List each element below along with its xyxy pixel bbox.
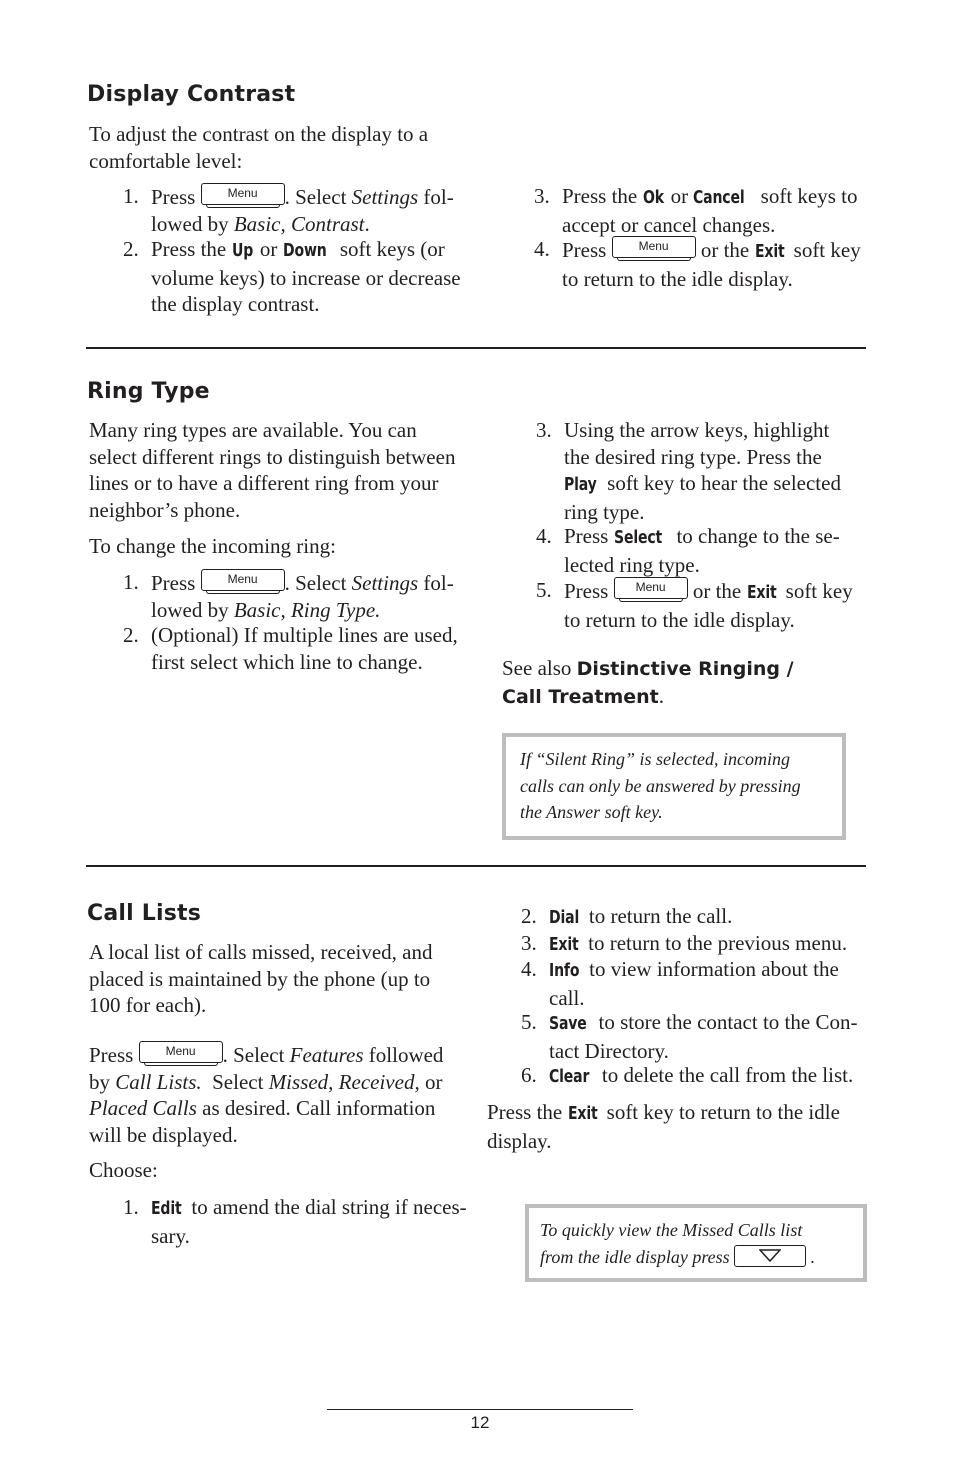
list-number: 6. [521, 1063, 537, 1087]
list-number: 1. [123, 184, 139, 208]
list-item [521, 1009, 871, 1064]
list-item [521, 903, 871, 931]
text: to store the contact to the Con- [598, 1010, 858, 1034]
text: the desired ring type. Press the [564, 444, 822, 469]
intro-line: 100 for each). [89, 993, 207, 1017]
soft-key-label: Exit [746, 582, 777, 603]
intro-line: To adjust the contrast on the display to a [89, 122, 429, 146]
soft-key-label: Cancel [693, 187, 745, 208]
list-item [534, 183, 874, 238]
list-number: 4. [521, 957, 537, 981]
ring-type-intro [89, 417, 489, 523]
note-box [502, 733, 846, 840]
text: Select [212, 1069, 264, 1094]
text: Features [289, 1043, 364, 1067]
text: to return to the previous menu. [588, 931, 848, 955]
list-number: 3. [534, 184, 550, 208]
text: lected ring type. [564, 552, 700, 577]
text: Missed, Received, [268, 1069, 420, 1094]
text: Call Lists. [115, 1069, 202, 1094]
text: or the [692, 579, 742, 603]
text: Press the [562, 184, 638, 208]
text: sary. [151, 1223, 190, 1248]
text: to return to the idle display. [564, 607, 795, 632]
text: soft key to return to the idle [606, 1100, 840, 1124]
menu-key-label: Menu [227, 186, 258, 200]
list-item [521, 930, 871, 958]
text: lowed by [151, 597, 229, 622]
soft-key-label: Edit [151, 1198, 182, 1219]
intro-line: neighbor’s phone. [89, 497, 241, 522]
display-contrast-intro [89, 121, 489, 174]
text: or [670, 184, 689, 208]
text: soft keys (or [339, 237, 445, 261]
menu-key-icon [201, 569, 285, 591]
section-title-display-contrast: Display Contrast [87, 82, 296, 107]
intro-line: select different rings to distinguish between [89, 444, 456, 469]
section-title-ring-type: Ring Type [87, 379, 210, 404]
text: will be displayed. [89, 1122, 238, 1147]
list-item [536, 523, 876, 578]
list-item [123, 236, 483, 316]
list-number: 5. [521, 1010, 537, 1034]
soft-key-label: Clear [549, 1066, 590, 1087]
text: Basic, Contrast [233, 211, 365, 236]
soft-key-label: Exit [754, 241, 785, 262]
list-number: 4. [534, 237, 550, 261]
text: to view information about the [589, 957, 839, 981]
section-divider [86, 865, 866, 867]
text: accept or cancel changes. [562, 212, 776, 237]
menu-key-label: Menu [227, 572, 258, 586]
note-line: the Answer soft key. [520, 802, 663, 822]
text: Press [151, 185, 196, 209]
list-number: 3. [536, 418, 552, 442]
text: or the [700, 238, 750, 262]
text: soft key [793, 238, 861, 262]
list-item [123, 569, 483, 624]
intro-line: placed is maintained by the phone (up to [89, 966, 431, 991]
note-line: If “Silent Ring” is selected, incoming [520, 749, 790, 769]
list-item [534, 236, 874, 291]
cross-reference-link[interactable]: Call Treatment [502, 685, 659, 708]
section-title-call-lists: Call Lists [87, 901, 201, 926]
soft-key-label: Play [564, 474, 597, 495]
text: Using the arrow keys, highlight [564, 418, 830, 442]
text: first select which line to change. [151, 649, 423, 674]
list-item [123, 622, 483, 677]
text: by [89, 1069, 110, 1094]
intro-line: A local list of calls missed, received, and [89, 940, 433, 964]
text: the display contrast. [151, 292, 320, 316]
page-number: 12 [470, 1413, 490, 1432]
list-number: 4. [536, 524, 552, 548]
menu-key-label: Menu [635, 580, 666, 594]
text: volume keys) to increase or decrease [151, 265, 461, 290]
list-number: 2. [521, 904, 537, 928]
text: Settings [351, 185, 419, 209]
menu-key-icon [201, 183, 285, 205]
text: . [810, 1246, 816, 1267]
footer-rule [327, 1409, 633, 1410]
text: Press the [487, 1100, 563, 1124]
soft-key-label: Down [282, 240, 327, 261]
text: tact Directory. [549, 1038, 669, 1063]
intro-line: Many ring types are available. You can [89, 418, 417, 442]
list-item [536, 417, 876, 527]
text: fol- [418, 571, 454, 595]
text: . Select [222, 1043, 285, 1067]
list-number: 2. [123, 237, 139, 261]
list-item [123, 1194, 483, 1249]
list-number: 5. [536, 578, 552, 602]
text: Press [564, 579, 609, 603]
list-number: 2. [123, 623, 139, 647]
intro-line: comfortable level: [89, 148, 243, 173]
text: to return the call. [588, 904, 733, 928]
text: soft key to hear the selected [607, 471, 841, 495]
text: Press [562, 238, 607, 262]
section-divider [86, 347, 866, 349]
text: to return to the idle display. [562, 266, 793, 291]
menu-key-icon [614, 577, 688, 599]
text: display. [487, 1128, 552, 1153]
text: Placed Calls [89, 1096, 197, 1120]
text: Press [151, 571, 196, 595]
list-item [536, 577, 876, 632]
text: lowed by [151, 211, 229, 236]
list-number: 3. [521, 931, 537, 955]
text: soft keys to [760, 184, 858, 208]
note-box [525, 1204, 867, 1282]
text: followed [368, 1043, 444, 1067]
ring-type-change-label: To change the incoming ring: [89, 534, 336, 558]
soft-key-label: Info [549, 960, 580, 981]
text: or [424, 1069, 443, 1094]
text: from the idle display press [540, 1246, 730, 1267]
menu-key-label: Menu [638, 239, 669, 253]
call-lists-instructions [89, 1041, 489, 1148]
menu-key-icon [139, 1041, 223, 1063]
text: (Optional) If multiple lines are used, [151, 623, 458, 647]
list-number: 1. [123, 570, 139, 594]
text: ring type. [564, 499, 645, 524]
text: to delete the call from the list. [601, 1063, 854, 1087]
soft-key-label: Dial [549, 907, 580, 928]
down-arrow-key-icon [734, 1245, 806, 1267]
intro-line: lines or to have a different ring from your [89, 471, 439, 495]
choose-label: Choose: [89, 1158, 158, 1182]
text: to change to the se- [676, 524, 840, 548]
text: Basic, Ring Type. [233, 597, 381, 622]
text: Settings [351, 571, 419, 595]
cross-reference-link[interactable]: Distinctive Ringing / [576, 658, 794, 680]
text: Press [564, 524, 609, 548]
soft-key-label: Select [613, 527, 662, 548]
text: . [364, 211, 370, 236]
menu-key-icon [612, 236, 696, 258]
soft-key-label: Save [549, 1013, 587, 1034]
text: . [658, 683, 664, 708]
soft-key-label: Exit [567, 1103, 598, 1124]
text: Press the [151, 237, 227, 261]
text: to amend the dial string if neces- [191, 1195, 467, 1219]
note-line: To quickly view the Missed Calls list [540, 1220, 803, 1240]
text: . Select [284, 571, 347, 595]
text: Press [89, 1043, 134, 1067]
text: fol- [418, 185, 454, 209]
text: as desired. Call information [202, 1096, 436, 1120]
text: . Select [284, 185, 347, 209]
list-item [521, 1062, 871, 1090]
text: soft key [785, 579, 853, 603]
text: call. [549, 985, 585, 1010]
list-number: 1. [123, 1195, 139, 1219]
text: or [259, 237, 278, 261]
call-lists-intro [89, 939, 489, 1019]
note-line: calls can only be answered by pressing [520, 775, 801, 796]
soft-key-label: Ok [642, 187, 664, 208]
list-item [123, 183, 483, 238]
see-also [502, 655, 842, 710]
soft-key-label: Exit [549, 934, 579, 955]
soft-key-label: Up [231, 240, 253, 261]
text: See also [502, 656, 572, 680]
list-item [521, 956, 871, 1011]
exit-instruction [487, 1099, 867, 1154]
menu-key-label: Menu [165, 1044, 196, 1058]
